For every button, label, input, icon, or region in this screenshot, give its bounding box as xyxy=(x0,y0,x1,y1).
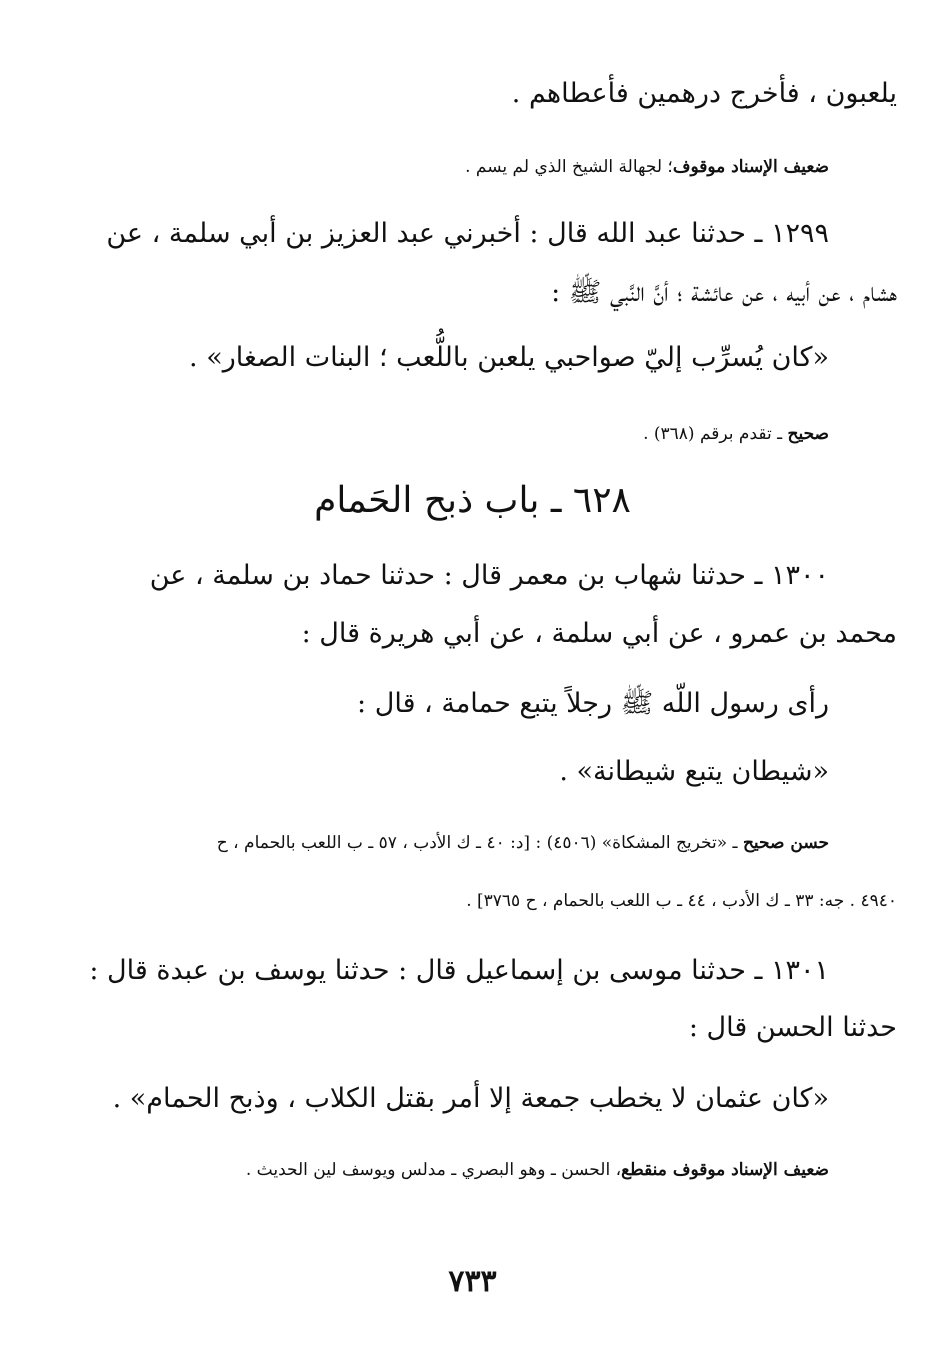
hadith-1301-line-2: حدثنا الحسن قال : xyxy=(688,1012,897,1043)
hadith-1299-quote: «كان يُسرِّب إليّ صواحبي يلعبن باللُّعب ؛ البنات الصغار» . xyxy=(189,342,829,373)
hadith-1300-line-1: ١٣٠٠ ـ حدثنا شهاب بن معمر قال : حدثنا حماد بن سلمة ، عن xyxy=(149,560,829,591)
grading-note xyxy=(246,1160,829,1180)
grading-text: ـ «تخريج المشكاة» (٤٥٠٦) : [د: ٤٠ ـ ك الأدب ، ٥٧ ـ ب اللعب بالحمام ، ح xyxy=(216,833,743,853)
grading-label: صحيح xyxy=(787,424,829,444)
grading-note-continued: ٤٩٤٠ . جه: ٣٣ ـ ك الأدب ، ٤٤ ـ ب اللعب بالحمام ، ح ٣٧٦٥] . xyxy=(466,891,897,911)
chapter-heading: ٦٢٨ ـ باب ذبح الحَمام xyxy=(314,480,631,521)
grading-label: حسن صحيح xyxy=(742,833,829,853)
grading-text: ـ تقدم برقم (٣٦٨) . xyxy=(643,424,788,444)
page-number: ٧٣٣ xyxy=(448,1264,497,1299)
hadith-1301-quote: «كان عثمان لا يخطب جمعة إلا أمر بقتل الكلاب ، وذبح الحمام» . xyxy=(112,1083,829,1114)
hadith-1300-line-2: محمد بن عمرو ، عن أبي سلمة ، عن أبي هريرة قال : xyxy=(301,618,897,649)
grading-note xyxy=(217,833,829,853)
hadith-1299-line-2: هشام ، عن أبيه ، عن عائشة ؛ أنَّ النَّبي ﷺ : xyxy=(551,277,897,308)
hadith-1300-line-3: رأى رسول اللّه ﷺ رجلاً يتبع حمامة ، قال : xyxy=(357,688,829,719)
text-line: يلعبون ، فأخرج درهمين فأعطاهم . xyxy=(511,78,897,109)
grading-note xyxy=(643,424,829,444)
grading-text: ، الحسن ـ وهو البصري ـ مدلس ويوسف لين الحديث . xyxy=(245,1160,622,1180)
grading-label: ضعيف الإسناد موقوف xyxy=(672,157,829,177)
grading-text: ؛ لجهالة الشيخ الذي لم يسم . xyxy=(465,157,673,177)
hadith-1301-line-1: ١٣٠١ ـ حدثنا موسى بن إسماعيل قال : حدثنا يوسف بن عبدة قال : xyxy=(89,955,829,986)
grading-label: ضعيف الإسناد موقوف منقطع xyxy=(621,1160,829,1180)
hadith-1299-line-1: ١٢٩٩ ـ حدثنا عبد الله قال : أخبرني عبد العزيز بن أبي سلمة ، عن xyxy=(106,218,829,249)
grading-note xyxy=(465,157,829,177)
hadith-1300-quote: «شيطان يتبع شيطانة» . xyxy=(559,756,829,787)
